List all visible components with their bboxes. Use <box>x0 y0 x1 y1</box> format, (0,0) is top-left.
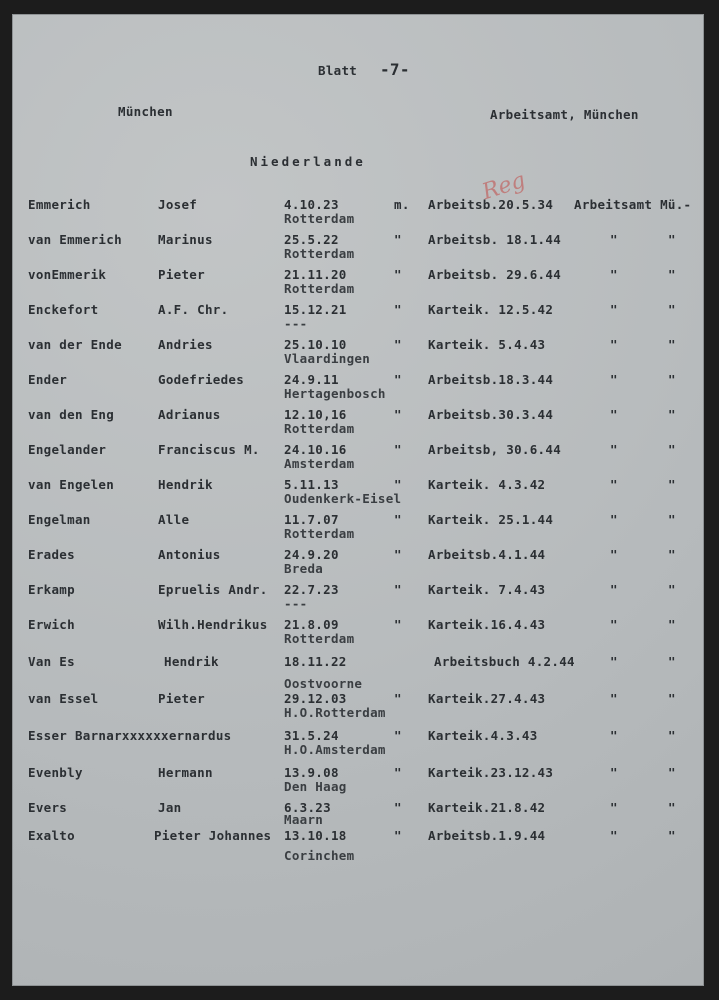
cell-record: Karteik. 5.4.43 <box>428 337 546 352</box>
city-left: München <box>118 104 173 119</box>
cell-given: Franciscus M. <box>158 442 260 457</box>
cell-record: Karteik. 25.1.44 <box>428 512 554 527</box>
cell-place: H.O.Rotterdam <box>284 705 386 720</box>
cell-surname: Erades <box>28 547 75 562</box>
cell-place: Rotterdam <box>284 421 355 436</box>
cell-given: A.F. Chr. <box>158 302 229 317</box>
cell-c1: " <box>610 800 618 815</box>
cell-surname: Enckefort <box>28 302 99 317</box>
cell-given: Hendrik <box>164 654 219 669</box>
cell-c1: " <box>610 407 618 422</box>
cell-place: Breda <box>284 561 324 576</box>
cell-record: Arbeitsb. 29.6.44 <box>428 267 562 282</box>
cell-given: Antonius <box>158 547 221 562</box>
office-right: Arbeitsamt, München <box>490 107 639 122</box>
cell-place: Corinchem <box>284 848 355 863</box>
cell-c2: " <box>668 654 676 669</box>
cell-given: Pieter Johannes <box>154 828 272 843</box>
cell-surname: vonEmmerik <box>28 267 107 282</box>
cell-mark: " <box>394 302 402 317</box>
cell-given: Epruelis Andr. <box>158 582 268 597</box>
cell-date: 21.8.09 <box>284 617 339 632</box>
cell-c2: " <box>668 477 676 492</box>
cell-record: Karteik.23.12.43 <box>428 765 554 780</box>
cell-mark: " <box>394 765 402 780</box>
cell-place: H.O.Amsterdam <box>284 742 386 757</box>
cell-c1: " <box>610 582 618 597</box>
cell-c1: " <box>610 302 618 317</box>
cell-record: Karteik. 4.3.42 <box>428 477 546 492</box>
cell-c1: " <box>610 654 618 669</box>
cell-place: Rotterdam <box>284 526 355 541</box>
cell-date: 13.9.08 <box>284 765 339 780</box>
cell-record: Karteik.4.3.43 <box>428 728 538 743</box>
cell-given: Wilh.Hendrikus <box>158 617 268 632</box>
cell-date: 24.9.20 <box>284 547 339 562</box>
cell-date: 25.5.22 <box>284 232 339 247</box>
cell-record: Arbeitsb. 18.1.44 <box>428 232 562 247</box>
cell-c2: " <box>668 232 676 247</box>
cell-c2: " <box>668 512 676 527</box>
cell-mark: " <box>394 691 402 706</box>
cell-place: Oudenkerk-Eisel <box>284 491 402 506</box>
cell-c1: " <box>610 728 618 743</box>
cell-c2: " <box>668 800 676 815</box>
cell-c1: " <box>610 547 618 562</box>
cell-date: 18.11.22 <box>284 654 347 669</box>
cell-date: 24.10.16 <box>284 442 347 457</box>
cell-c2: " <box>668 337 676 352</box>
cell-c1: Arbeitsamt Mü.- <box>574 197 692 212</box>
cell-record: Arbeitsb.30.3.44 <box>428 407 554 422</box>
cell-place: Rotterdam <box>284 631 355 646</box>
cell-date: 11.7.07 <box>284 512 339 527</box>
cell-given: Pieter <box>158 691 205 706</box>
cell-mark: " <box>394 337 402 352</box>
cell-surname: Emmerich <box>28 197 91 212</box>
cell-surname: van Emmerich <box>28 232 122 247</box>
cell-mark: " <box>394 477 402 492</box>
page-title: Niederlande <box>250 154 366 169</box>
cell-c2: " <box>668 407 676 422</box>
cell-record: Arbeitsb, 30.6.44 <box>428 442 562 457</box>
cell-date: 25.10.10 <box>284 337 347 352</box>
cell-place: Maarn <box>284 812 324 827</box>
cell-c1: " <box>610 765 618 780</box>
cell-c2: " <box>668 442 676 457</box>
cell-place: Rotterdam <box>284 281 355 296</box>
cell-record: Arbeitsb.20.5.34 <box>428 197 554 212</box>
cell-mark: " <box>394 547 402 562</box>
cell-surname: van der Ende <box>28 337 122 352</box>
cell-c1: " <box>610 442 618 457</box>
cell-c1: " <box>610 617 618 632</box>
cell-surname: Engelman <box>28 512 91 527</box>
cell-mark: " <box>394 828 402 843</box>
cell-record: Karteik.21.8.42 <box>428 800 546 815</box>
cell-given: Jan <box>158 800 182 815</box>
cell-given: Hermann <box>158 765 213 780</box>
cell-record: Arbeitsb.4.1.44 <box>428 547 546 562</box>
cell-mark: " <box>394 232 402 247</box>
blatt-label: Blatt <box>318 63 358 78</box>
cell-c2: " <box>668 547 676 562</box>
cell-date: 21.11.20 <box>284 267 347 282</box>
cell-record: Karteik. 12.5.42 <box>428 302 554 317</box>
cell-mark: " <box>394 267 402 282</box>
cell-given: Pieter <box>158 267 205 282</box>
cell-c1: " <box>610 477 618 492</box>
cell-record: Arbeitsb.1.9.44 <box>428 828 546 843</box>
cell-mark: " <box>394 372 402 387</box>
cell-c2: " <box>668 302 676 317</box>
cell-mark: " <box>394 800 402 815</box>
cell-place: Hertagenbosch <box>284 386 386 401</box>
cell-place: Rotterdam <box>284 211 355 226</box>
cell-c2: " <box>668 765 676 780</box>
cell-surname: Ender <box>28 372 68 387</box>
cell-c1: " <box>610 232 618 247</box>
cell-mark: " <box>394 442 402 457</box>
cell-surname: Evenbly <box>28 765 83 780</box>
cell-c1: " <box>610 828 618 843</box>
cell-surname: Erwich <box>28 617 75 632</box>
cell-date: 13.10.18 <box>284 828 347 843</box>
red-stamp: Reg <box>479 167 529 206</box>
cell-given: Andries <box>158 337 213 352</box>
cell-place: Oostvoorne <box>284 676 363 691</box>
cell-surname: Esser Barnarxxxxxxernardus <box>28 728 232 743</box>
cell-place: Amsterdam <box>284 456 355 471</box>
cell-surname: Exalto <box>28 828 75 843</box>
cell-mark: " <box>394 407 402 422</box>
cell-record: Karteik.16.4.43 <box>428 617 546 632</box>
cell-date: 22.7.23 <box>284 582 339 597</box>
cell-date: 31.5.24 <box>284 728 339 743</box>
cell-record: Karteik. 7.4.43 <box>428 582 546 597</box>
cell-c1: " <box>610 691 618 706</box>
cell-given: Alle <box>158 512 190 527</box>
cell-given: Hendrik <box>158 477 213 492</box>
cell-c2: " <box>668 728 676 743</box>
cell-given: Josef <box>158 197 198 212</box>
cell-place: --- <box>284 316 308 331</box>
cell-surname: Engelander <box>28 442 107 457</box>
cell-place: --- <box>284 596 308 611</box>
cell-date: 4.10.23 <box>284 197 339 212</box>
cell-given: Adrianus <box>158 407 221 422</box>
cell-record: Karteik.27.4.43 <box>428 691 546 706</box>
cell-given: Marinus <box>158 232 213 247</box>
cell-mark: " <box>394 617 402 632</box>
cell-place: Vlaardingen <box>284 351 371 366</box>
cell-record: Arbeitsbuch 4.2.44 <box>434 654 575 669</box>
cell-c2: " <box>668 582 676 597</box>
cell-c2: " <box>668 267 676 282</box>
cell-c1: " <box>610 267 618 282</box>
cell-surname: van Engelen <box>28 477 115 492</box>
cell-mark: " <box>394 728 402 743</box>
cell-c2: " <box>668 617 676 632</box>
blatt-number: -7- <box>380 60 410 79</box>
cell-place: Rotterdam <box>284 246 355 261</box>
cell-c1: " <box>610 372 618 387</box>
cell-surname: Evers <box>28 800 68 815</box>
cell-surname: van Essel <box>28 691 99 706</box>
cell-c2: " <box>668 372 676 387</box>
cell-c2: " <box>668 691 676 706</box>
cell-given: Godefriedes <box>158 372 245 387</box>
cell-c1: " <box>610 512 618 527</box>
cell-place: Den Haag <box>284 779 347 794</box>
cell-mark: " <box>394 582 402 597</box>
cell-date: 29.12.03 <box>284 691 347 706</box>
cell-date: 6.3.23 <box>284 800 331 815</box>
cell-c2: " <box>668 828 676 843</box>
cell-surname: Erkamp <box>28 582 75 597</box>
cell-mark: " <box>394 512 402 527</box>
cell-mark: m. <box>394 197 410 212</box>
document-page <box>12 14 704 986</box>
cell-date: 15.12.21 <box>284 302 347 317</box>
cell-record: Arbeitsb.18.3.44 <box>428 372 554 387</box>
cell-date: 5.11.13 <box>284 477 339 492</box>
cell-surname: Van Es <box>28 654 75 669</box>
cell-c1: " <box>610 337 618 352</box>
cell-surname: van den Eng <box>28 407 115 422</box>
cell-date: 24.9.11 <box>284 372 339 387</box>
cell-date: 12.10,16 <box>284 407 347 422</box>
